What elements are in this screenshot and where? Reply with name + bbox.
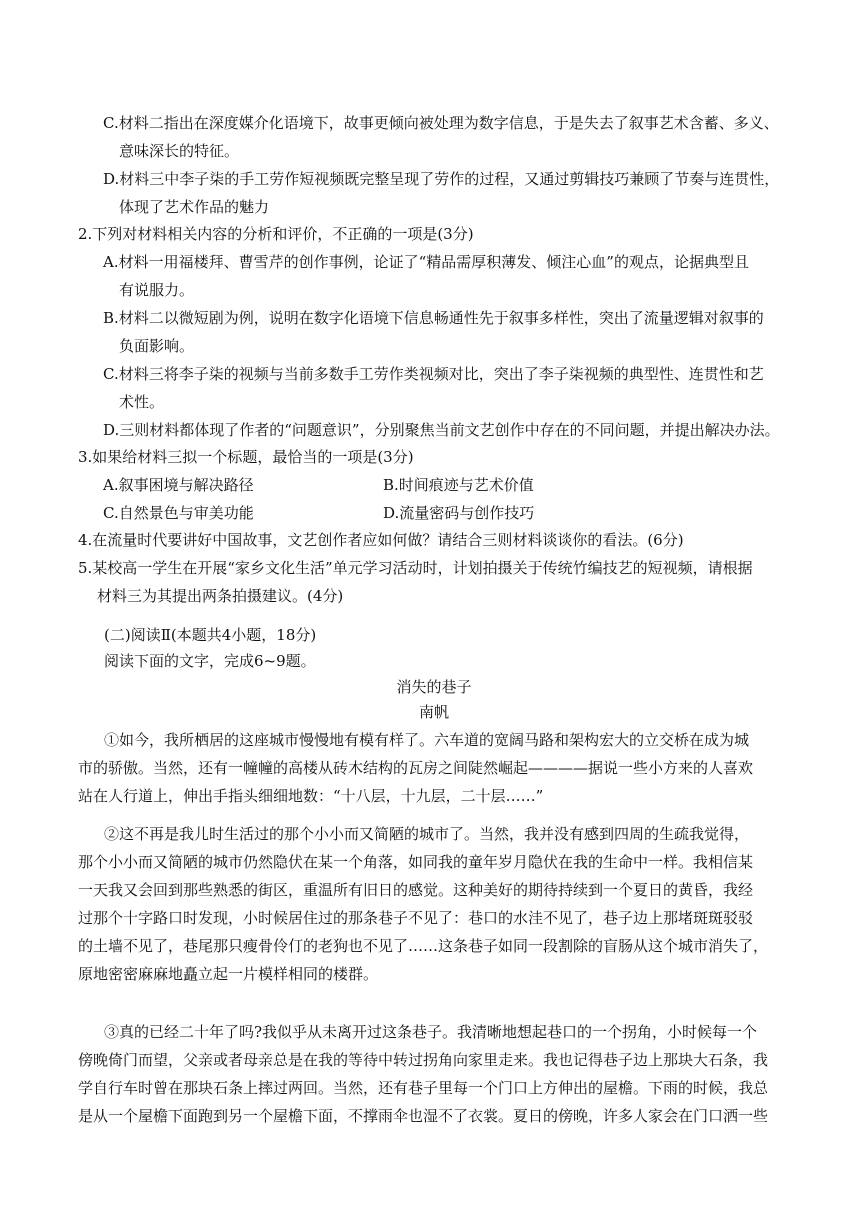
q2-option-a-line1: A.材料一用福楼拜、曹雪芹的创作事例，论证了“精品需厚积薄发、倾注心血”的观点，论据典型且 bbox=[103, 253, 749, 271]
q5-stem-line1: 5.某校高一学生在开展“家乡文化生活”单元学习活动时，计划拍摄关于传统竹编技艺的短视频，请根据 bbox=[78, 559, 753, 577]
paragraph-3-line3: 学自行车时曾在那块石条上摔过两回。当然，还有巷子里每一个门口上方伸出的屋檐。下雨的时候，我总 bbox=[78, 1079, 769, 1097]
q3-stem: 3.如果给材料三拟一个标题，最恰当的一项是(3分) bbox=[78, 448, 414, 466]
paragraph-2-line1: ②这不再是我儿时生活过的那个小小而又简陋的城市了。当然，我并没有感到四周的生疏我觉得， bbox=[104, 825, 750, 843]
section-instruction: 阅读下面的文字，完成6~9题。 bbox=[104, 652, 316, 670]
q1-option-d-line1: D.材料三中李子柒的手工劳作短视频既完整呈现了劳作的过程，又通过剪辑技巧兼顾了节奏与连贯性， bbox=[103, 170, 780, 188]
q2-option-b-line2: 负面影响。 bbox=[119, 337, 195, 355]
paragraph-2-line3: 一天我又会回到那些熟悉的街区，重温所有旧日的感觉。这种美好的期待持续到一个夏日的黄昏，我经 bbox=[78, 881, 754, 899]
paragraph-3-line1: ③真的已经二十年了吗?我似乎从未离开过这条巷子。我清晰地想起巷口的一个拐角，小时候每一个 bbox=[104, 1023, 758, 1041]
q1-option-c-line1: C.材料二指出在深度媒介化语境下，故事更倾向被处理为数字信息，于是失去了叙事艺术含蓄、多义、 bbox=[103, 114, 779, 132]
paragraph-2-line6: 原地密密麻麻地矗立起一片模样相同的楼群。 bbox=[78, 965, 379, 983]
q2-option-d: D.三则材料都体现了作者的“问题意识”，分别聚焦当前文艺创作中存在的不同问题，并提出解决办法。 bbox=[103, 421, 780, 439]
paragraph-1-line1: ①如今，我所栖居的这座城市慢慢地有模有样了。六车道的宽阔马路和架构宏大的立交桥在成为城 bbox=[104, 731, 750, 749]
q2-option-c-line2: 术性。 bbox=[119, 393, 165, 411]
paragraph-2-line2: 那个小小而又简陋的城市仍然隐伏在某一个角落，如同我的童年岁月隐伏在我的生命中一样。我相信某 bbox=[78, 853, 754, 871]
q2-option-c-line1: C.材料三将李子柒的视频与当前多数手工劳作类视频对比，突出了李子柒视频的典型性、连贯性和艺 bbox=[103, 365, 764, 383]
paragraph-3-line2: 傍晚倚门而望，父亲或者母亲总是在我的等待中转过拐角向家里走来。我也记得巷子边上那块大石条，我 bbox=[78, 1051, 769, 1069]
q3-option-c: C.自然景色与审美功能 bbox=[103, 504, 254, 522]
paragraph-2-line4: 过那个十字路口时发现，小时候居住过的那条巷子不见了：巷口的水洼不见了，巷子边上那堵斑斑驳驳 bbox=[78, 909, 754, 927]
q3-option-a: A.叙事困境与解决路径 bbox=[103, 476, 254, 494]
article-author: 南帆 bbox=[418, 703, 449, 721]
paragraph-3-line4: 是从一个屋檐下面跑到另一个屋檐下面，不撑雨伞也湿不了衣裳。夏日的傍晚，许多人家会在门口洒一些 bbox=[78, 1107, 769, 1125]
q1-option-d-line2: 体现了艺术作品的魅力 bbox=[119, 198, 270, 216]
article-title: 消失的巷子 bbox=[396, 678, 472, 696]
q2-option-a-line2: 有说服力。 bbox=[119, 281, 195, 299]
section-heading: (二)阅读Ⅱ(本题共4小题，18分) bbox=[104, 626, 317, 644]
paragraph-1-line3: 站在人行道上，伸出手指头细细地数：“十八层，十九层，二十层……” bbox=[78, 787, 544, 805]
paragraph-2-line5: 的土墙不见了，巷尾那只瘦骨伶仃的老狗也不见了……这条巷子如同一段割除的盲肠从这个城市消失了， bbox=[78, 937, 769, 955]
q3-option-b: B.时间痕迹与艺术价值 bbox=[383, 476, 534, 494]
q2-option-b-line1: B.材料二以微短剧为例，说明在数字化语境下信息畅通性先于叙事多样性，突出了流量逻辑对叙事的 bbox=[103, 309, 764, 327]
q5-stem-line2: 材料三为其提出两条拍摄建议。(4分) bbox=[97, 587, 344, 605]
q1-option-c-line2: 意味深长的特征。 bbox=[119, 142, 240, 160]
q2-stem: 2.下列对材料相关内容的分析和评价，不正确的一项是(3分) bbox=[78, 225, 474, 243]
q3-option-d: D.流量密码与创作技巧 bbox=[383, 504, 535, 522]
q4-stem: 4.在流量时代要讲好中国故事，文艺创作者应如何做？请结合三则材料谈谈你的看法。(6分) bbox=[78, 531, 684, 549]
paragraph-1-line2: 市的骄傲。当然，还有一幢幢的高楼从砖木结构的瓦房之间陡然崛起————据说一些小方来的人喜欢 bbox=[78, 759, 754, 777]
